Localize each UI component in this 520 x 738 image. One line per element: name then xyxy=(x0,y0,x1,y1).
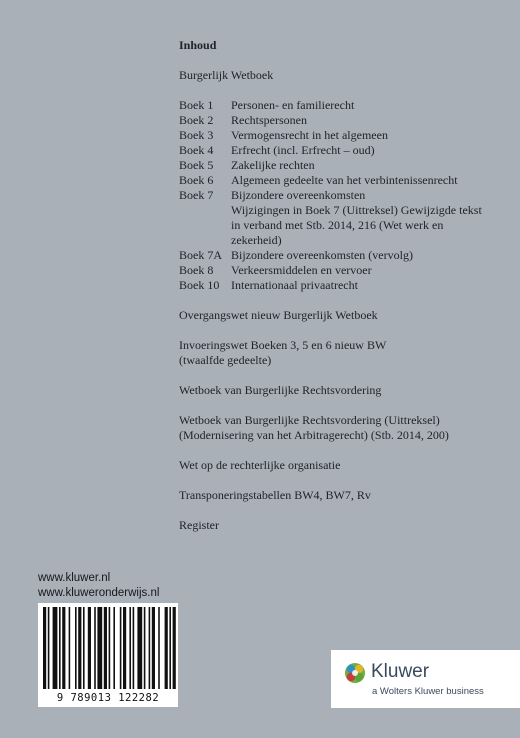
barcode-bar xyxy=(129,607,131,689)
book-title: Vermogensrecht in het algemeen xyxy=(231,128,388,142)
toc-item-line: Invoeringswet Boeken 3, 5 en 6 nieuw BW xyxy=(179,338,387,352)
barcode-bar xyxy=(97,607,102,689)
barcode-bar xyxy=(152,607,155,689)
barcode-bar xyxy=(109,607,111,689)
bw-heading: Burgerlijk Wetboek xyxy=(179,68,274,82)
book-row xyxy=(179,98,489,113)
table-of-contents xyxy=(179,38,489,548)
book-row xyxy=(179,188,489,203)
book-row xyxy=(179,143,489,158)
book-number: Boek 1 xyxy=(179,98,214,112)
kluwer-globe-icon xyxy=(344,662,366,684)
book-title: Erfrecht (incl. Erfrecht – oud) xyxy=(231,143,375,157)
barcode-bar xyxy=(137,607,142,689)
barcode-bar xyxy=(165,607,168,689)
toc-item-line: (Modernisering van het Arbitragerecht) (Stb. 2014, 200) xyxy=(179,428,449,442)
toc-item-line: Wet op de rechterlijke organisatie xyxy=(179,458,341,472)
barcode-bar xyxy=(173,607,176,689)
book-row xyxy=(179,113,489,128)
toc-item xyxy=(179,383,489,398)
barcode-bar xyxy=(43,607,46,689)
book-row xyxy=(179,263,489,278)
barcode-bar xyxy=(69,607,71,689)
book-number: Boek 3 xyxy=(179,128,214,142)
barcode-bar xyxy=(75,607,77,689)
book-title: Algemeen gedeelte van het verbintenissenrecht xyxy=(231,173,458,187)
url-kluweronderwijs[interactable]: www.kluweronderwijs.nl xyxy=(38,587,160,599)
book-number: Boek 8 xyxy=(179,263,214,277)
book-row xyxy=(179,248,489,263)
book-title: Zakelijke rechten xyxy=(231,158,315,172)
toc-item xyxy=(179,308,489,323)
book-row xyxy=(179,278,489,293)
book-title: Verkeersmiddelen en vervoer xyxy=(231,263,372,277)
book-number: Boek 2 xyxy=(179,113,214,127)
publisher-urls xyxy=(38,571,159,601)
barcode-bar xyxy=(53,607,58,689)
book-number: Boek 7A xyxy=(179,248,222,262)
toc-item-line: (twaalfde gedeelte) xyxy=(179,353,272,367)
barcode-bar xyxy=(169,607,171,689)
logo-name: Kluwer xyxy=(371,661,430,682)
isbn-barcode xyxy=(38,603,178,707)
toc-item-line: Wetboek van Burgerlijke Rechtsvordering (Uittreksel) xyxy=(179,413,440,427)
kluwer-logo xyxy=(331,650,520,708)
book-title: Rechtspersonen xyxy=(231,113,307,127)
book7-note: Wijzigingen in Boek 7 (Uittreksel) Gewijzigde tekst in verband met Stb. 2014, 216 (Wet werk en zekerheid) xyxy=(231,203,482,247)
book-list xyxy=(179,98,489,293)
barcode-bar xyxy=(149,607,151,689)
toc-item-line: Register xyxy=(179,518,219,532)
book-number: Boek 5 xyxy=(179,158,214,172)
toc-item xyxy=(179,338,489,368)
barcode-bar xyxy=(120,607,122,689)
toc-item xyxy=(179,458,489,473)
barcode-bar xyxy=(59,607,61,689)
barcode-bars xyxy=(38,603,178,693)
book-row xyxy=(179,158,489,173)
barcode-digits: 9 789013 122282 xyxy=(56,692,160,704)
barcode-bar xyxy=(104,607,107,689)
book-title: Bijzondere overeenkomsten xyxy=(231,188,366,202)
url-kluwer[interactable]: www.kluwer.nl xyxy=(38,572,111,584)
logo-tagline: a Wolters Kluwer business xyxy=(372,686,484,697)
toc-title: Inhoud xyxy=(179,38,217,52)
toc-item xyxy=(179,488,489,503)
barcode-bar xyxy=(94,607,96,689)
barcode-bar xyxy=(113,607,115,689)
barcode-bar xyxy=(83,607,85,689)
book-row xyxy=(179,128,489,143)
barcode-bar xyxy=(133,607,135,689)
book-row xyxy=(179,173,489,188)
book-number: Boek 6 xyxy=(179,173,214,187)
barcode-bar xyxy=(158,607,160,689)
barcode-bar xyxy=(48,607,50,689)
book-title: Personen- en familierecht xyxy=(231,98,355,112)
barcode-bar xyxy=(123,607,126,689)
toc-item xyxy=(179,413,489,443)
book-title: Internationaal privaatrecht xyxy=(231,278,358,292)
barcode-bar xyxy=(144,607,146,689)
barcode-bar xyxy=(78,607,81,689)
book-number: Boek 7 xyxy=(179,188,214,202)
toc-item-line: Transponeringstabellen BW4, BW7, Rv xyxy=(179,488,371,502)
barcode-bar xyxy=(62,607,65,689)
book-number: Boek 4 xyxy=(179,143,214,157)
toc-item-line: Wetboek van Burgerlijke Rechtsvordering xyxy=(179,383,382,397)
toc-item-line: Overgangswet nieuw Burgerlijk Wetboek xyxy=(179,308,378,322)
book-title: Bijzondere overeenkomsten (vervolg) xyxy=(231,248,413,262)
toc-item xyxy=(179,518,489,533)
book-number: Boek 10 xyxy=(179,278,220,292)
barcode-bar xyxy=(88,607,91,689)
